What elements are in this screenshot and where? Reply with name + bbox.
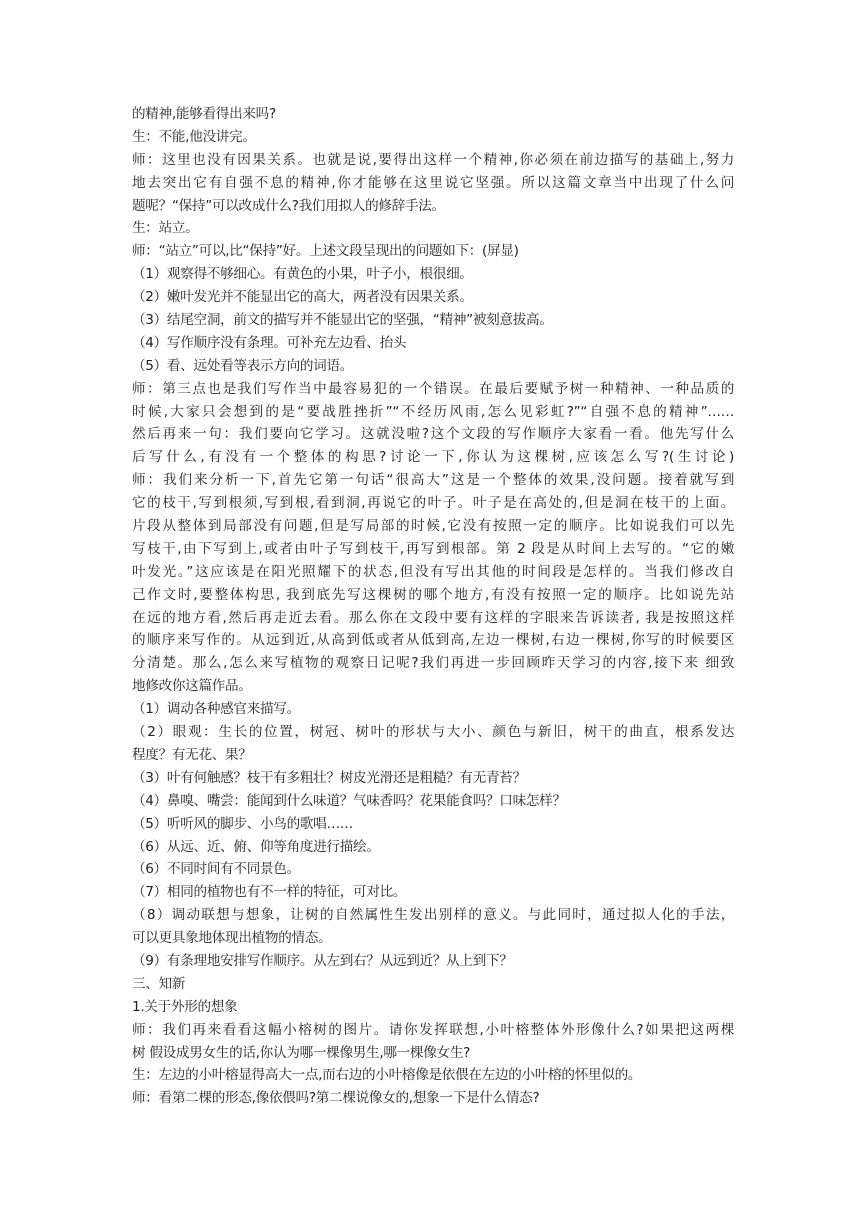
text-line: 叶发光。”这应该是在阳光照耀下的状态,但没有写出其他的时间段是怎样的。当我们修改自 xyxy=(132,563,734,580)
text-line: 己作文时,要整体构思, 我到底先写这棵树的哪个地方,有没有按照一定的顺序。比如说先站 xyxy=(132,586,734,603)
text-line: （6）从远、近、俯、仰等角度进行描绘。 xyxy=(132,838,380,855)
text-line: （1）调动各种感官来描写。 xyxy=(132,701,300,718)
text-line: （3）结尾空洞，前文的描写并不能显出它的坚强，“精神”被刻意拔高。 xyxy=(132,312,553,329)
text-line: 然后再来一句：我们要向它学习。这就没啦?这个文段的写作顺序大家看一看。他先写什么 xyxy=(132,426,734,443)
text-line: （2）嫩叶发光并不能显出它的高大，两者没有因果关系。 xyxy=(132,289,473,306)
text-line: 师：“站立”可以,比“保持”好。上述文段呈现出的问题如下：(屏显) xyxy=(132,243,519,260)
text-line: （4）写作顺序没有条理。可补充左边看、抬头 xyxy=(132,334,407,351)
text-line: （6）不同时间有不同景色。 xyxy=(132,861,300,878)
text-line: 地修改你这篇作品。 xyxy=(132,678,252,695)
text-line: （1）观察得不够细心。有黄色的小果，叶子小，根很细。 xyxy=(132,266,473,283)
text-line: 1.关于外形的想象 xyxy=(132,998,238,1015)
text-line: （2）眼观：生长的位置，树冠、树叶的形状与大小、颜色与新旧，树干的曲直，根系发达 xyxy=(132,724,734,741)
text-line: 师：我们再来看看这幅小榕树的图片。请你发挥联想,小叶榕整体外形像什么?如果把这两棵 xyxy=(132,1021,734,1038)
text-line: （4）鼻嗅、嘴尝：能闻到什么味道？气味香吗？花果能食吗？口味怎样？ xyxy=(132,792,566,809)
text-line: 片段从整体到局部没有问题,但是写局部的时候,它没有按照一定的顺序。比如说我们可以先 xyxy=(132,518,734,535)
text-line: 它的枝干,写到根须,写到根,看到洞,再说它的叶子。叶子是在高处的,但是洞在枝干的上面。 xyxy=(132,495,734,512)
text-line: （5）看、远处看等表示方向的词语。 xyxy=(132,357,354,374)
text-line: 的顺序来写作的。从远到近,从高到低或者从低到高,左边一棵树,右边一棵树,你写的时候要区 xyxy=(132,632,734,649)
text-line: 在远的地方看,然后再走近去看。那么你在文段中要有这样的字眼来告诉读者, 我是按照这样 xyxy=(132,609,734,626)
text-line: （9）有条理地安排写作顺序。从左到右？从远到近？从上到下？ xyxy=(132,952,513,969)
text-line: 时候,大家只会想到的是“要战胜挫折”“不经历风雨,怎么见彩虹?”“自强不息的精神”…… xyxy=(132,403,734,420)
text-line: 师：这里也没有因果关系。也就是说,要得出这样一个精神,你必须在前边描写的基础上,努力 xyxy=(132,151,734,168)
text-line: 分清楚。那么,怎么来写植物的观察日记呢?我们再进一步回顾昨天学习的内容,接下来 细致 xyxy=(132,655,734,672)
document-page xyxy=(132,103,734,1110)
text-line: 师：我们来分析一下,首先它第一句话“很高大”这是一个整体的效果,没问题。接着就写到 xyxy=(132,472,734,489)
text-line: （3）叶有何触感？枝干有多粗壮？树皮光滑还是粗糙？有无青苔？ xyxy=(132,769,526,786)
text-line: （7）相同的植物也有不一样的特征，可对比。 xyxy=(132,884,407,901)
text-line: 师：看第二棵的形态,像依偎吗?第二棵说像女的,想象一下是什么情态? xyxy=(132,1090,540,1107)
text-line: 的精神,能够看得出来吗? xyxy=(132,106,276,122)
text-line: 生：左边的小叶榕显得高大一点,而右边的小叶榕像是依偎在左边的小叶榕的怀里似的。 xyxy=(132,1067,642,1084)
text-line: 树 假设成男女生的话,你认为哪一棵像男生,哪一棵像女生? xyxy=(132,1044,471,1061)
text-line: 三、知新 xyxy=(132,975,186,992)
text-line: 生：站立。 xyxy=(132,220,199,237)
text-line: 题呢？“保持”可以改成什么?我们用拟人的修辞手法。 xyxy=(132,197,445,214)
text-line: （5）听听风的脚步、小鸟的歌唱…… xyxy=(132,815,354,832)
text-line: 程度？有无花、果？ xyxy=(132,746,252,763)
text-line: 生：不能,他没讲完。 xyxy=(132,128,256,145)
text-line: （8）调动联想与想象，让树的自然属性生发出别样的意义。与此同时，通过拟人化的手法， xyxy=(132,907,734,924)
text-line: 可以更具象地体现出植物的情态。 xyxy=(132,930,332,947)
text-line: 后写什么,有没有一个整体的构思?讨论一下,你认为这棵树,应该怎么写?(生讨论) xyxy=(132,449,734,466)
text-line: 师：第三点也是我们写作当中最容易犯的一个错误。在最后要赋予树一种精神、一种品质的 xyxy=(132,380,734,397)
text-line: 地去突出它有自强不息的精神,你才能够在这里说它坚强。所以这篇文章当中出现了什么问 xyxy=(132,174,734,191)
text-line: 写枝干,由下写到上,或者由叶子写到枝干,再写到根部。第 2 段是从时间上去写的。“它的嫩 xyxy=(132,540,734,557)
